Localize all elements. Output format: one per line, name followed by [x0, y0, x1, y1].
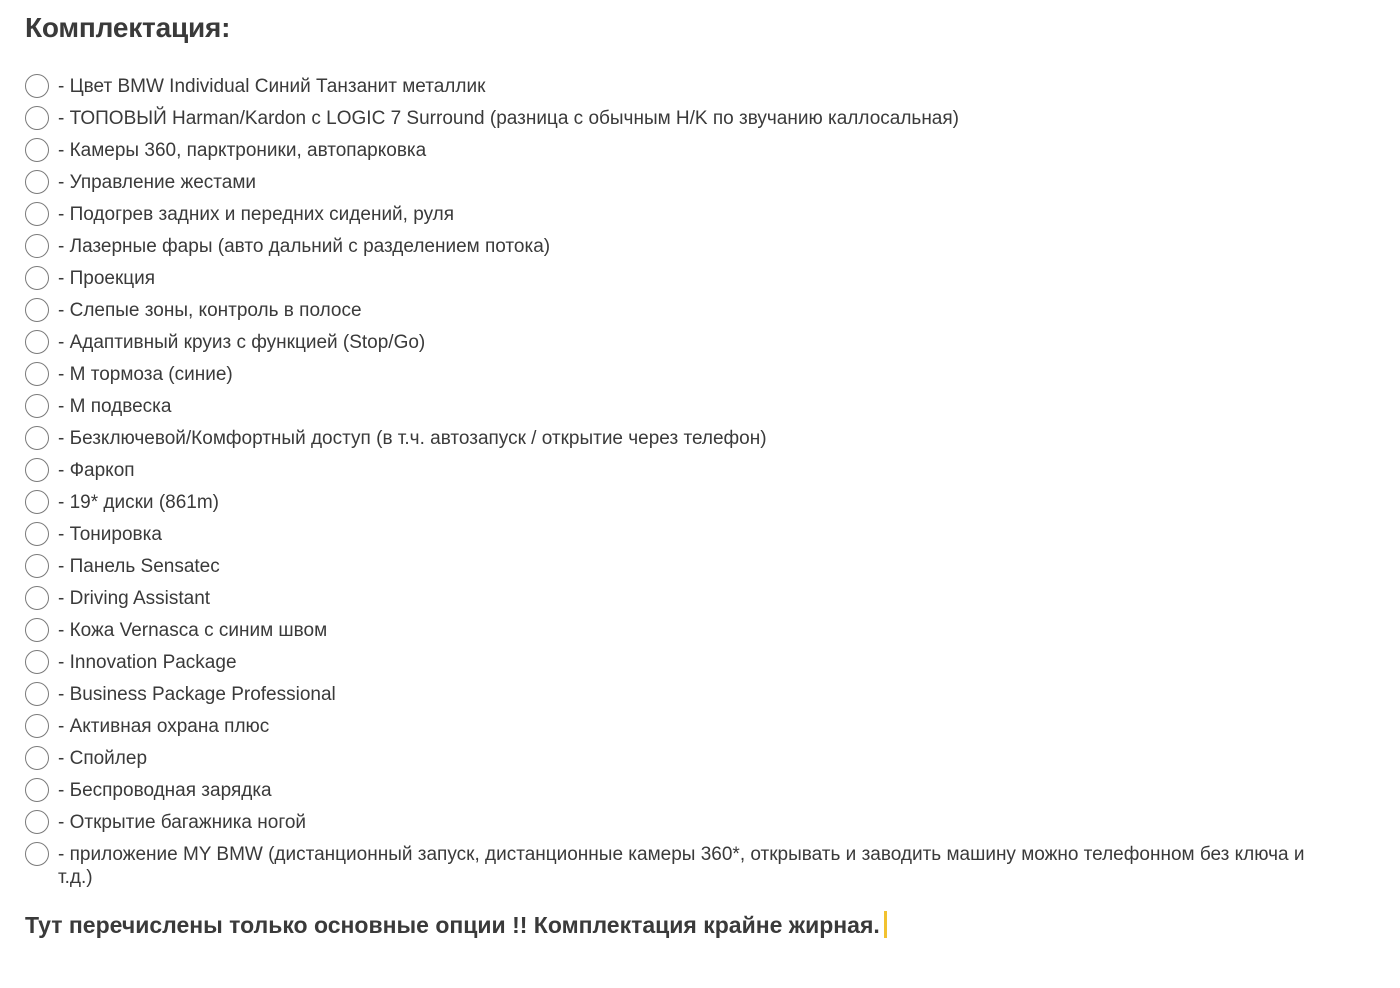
checklist-item — [25, 614, 1375, 646]
checklist-item — [25, 454, 1375, 486]
checklist-item-label[interactable]: - 19* диски (861m) — [58, 492, 219, 513]
checklist-item — [25, 678, 1375, 710]
checkbox-circle[interactable] — [25, 170, 49, 194]
checklist-item-label[interactable]: - M тормоза (синие) — [58, 364, 233, 385]
checklist-item — [25, 166, 1375, 198]
checklist-item-label[interactable]: - Цвет BMW Individual Синий Танзанит металлик — [58, 76, 486, 97]
checklist-item-label[interactable]: - Проекция — [58, 268, 156, 289]
checklist-item-label[interactable]: - M подвеска — [58, 396, 172, 417]
checklist-item-label[interactable]: - Фаркоп — [58, 460, 135, 481]
checklist-item — [25, 550, 1375, 582]
checklist-item-label[interactable]: - Активная охрана плюс — [58, 716, 270, 737]
checkbox-circle[interactable] — [25, 138, 49, 162]
checkbox-circle[interactable] — [25, 362, 49, 386]
checklist-item — [25, 806, 1375, 838]
footer-note[interactable] — [25, 909, 1375, 941]
checkbox-circle[interactable] — [25, 394, 49, 418]
checklist-item-label[interactable]: - Кожа Vernasca с синим швом — [58, 620, 328, 641]
checklist-item — [25, 742, 1375, 774]
checkbox-circle[interactable] — [25, 522, 49, 546]
checklist-item — [25, 262, 1375, 294]
checkbox-circle[interactable] — [25, 842, 49, 866]
document — [25, 0, 1375, 941]
checklist-item-label[interactable]: - Innovation Package — [58, 652, 237, 673]
checkbox-circle[interactable] — [25, 106, 49, 130]
checkbox-circle[interactable] — [25, 266, 49, 290]
checklist-item-label[interactable]: - приложение MY BMW (дистанционный запуск, дистанционные камеры 360*, открывать и заводить машину можно телефонном без ключа и т.д.) — [58, 844, 1305, 888]
checkbox-circle[interactable] — [25, 650, 49, 674]
checklist-item-label[interactable]: - Driving Assistant — [58, 588, 211, 609]
checklist-item — [25, 102, 1375, 134]
checklist-item-label[interactable]: - Адаптивный круиз с функцией (Stop/Go) — [58, 332, 426, 353]
checklist-item — [25, 774, 1375, 806]
checklist-item — [25, 70, 1375, 102]
checkbox-circle[interactable] — [25, 490, 49, 514]
checkbox-circle[interactable] — [25, 554, 49, 578]
checklist-item — [25, 198, 1375, 230]
checkbox-circle[interactable] — [25, 778, 49, 802]
checklist-item-label[interactable]: - Безключевой/Комфортный доступ (в т.ч. автозапуск / открытие через телефон) — [58, 428, 767, 449]
checkbox-circle[interactable] — [25, 202, 49, 226]
checklist-item — [25, 710, 1375, 742]
checklist-item-label[interactable]: - Слепые зоны, контроль в полосе — [58, 300, 362, 321]
checkbox-circle[interactable] — [25, 74, 49, 98]
checkbox-circle[interactable] — [25, 426, 49, 450]
checklist-item — [25, 838, 1375, 889]
checklist-item-label[interactable]: - Камеры 360, парктроники, автопарковка — [58, 140, 427, 161]
checklist-item-label[interactable]: - Business Package Professional — [58, 684, 336, 705]
checklist-item — [25, 518, 1375, 550]
checkbox-circle[interactable] — [25, 298, 49, 322]
checkbox-circle[interactable] — [25, 682, 49, 706]
checkbox-circle[interactable] — [25, 458, 49, 482]
checklist-item — [25, 230, 1375, 262]
checkbox-circle[interactable] — [25, 746, 49, 770]
checkbox-circle[interactable] — [25, 618, 49, 642]
checklist-item — [25, 358, 1375, 390]
checklist-item-label[interactable]: - Открытие багажника ногой — [58, 812, 307, 833]
checklist-item-label[interactable]: - Управление жестами — [58, 172, 257, 193]
checklist-item — [25, 390, 1375, 422]
checklist-item-label[interactable]: - ТОПОВЫЙ Harman/Kardon с LOGIC 7 Surround (разница с обычным H/K по звучанию каллосальная) — [58, 108, 959, 129]
text-cursor — [884, 911, 887, 938]
checklist-item-label[interactable]: - Лазерные фары (авто дальний с разделением потока) — [58, 236, 551, 257]
checklist-item — [25, 646, 1375, 678]
checklist-item — [25, 422, 1375, 454]
checklist-item — [25, 326, 1375, 358]
footer-note-text: Тут перечислены только основные опции !! Комплектация крайне жирная. — [25, 912, 880, 938]
checklist-item — [25, 582, 1375, 614]
checklist-item-label[interactable]: - Беспроводная зарядка — [58, 780, 272, 801]
checklist-item-label[interactable]: - Тонировка — [58, 524, 162, 545]
checklist-item — [25, 294, 1375, 326]
checkbox-circle[interactable] — [25, 586, 49, 610]
checkbox-circle[interactable] — [25, 330, 49, 354]
checklist-item — [25, 134, 1375, 166]
checkbox-circle[interactable] — [25, 234, 49, 258]
checklist-item-label[interactable]: - Подогрев задних и передних сидений, руля — [58, 204, 455, 225]
checkbox-circle[interactable] — [25, 714, 49, 738]
page-title: Комплектация: — [25, 12, 231, 43]
checklist-item-label[interactable]: - Спойлер — [58, 748, 148, 769]
options-checklist — [25, 70, 1375, 889]
checkbox-circle[interactable] — [25, 810, 49, 834]
checklist-item — [25, 486, 1375, 518]
checklist-item-label[interactable]: - Панель Sensatec — [58, 556, 220, 577]
